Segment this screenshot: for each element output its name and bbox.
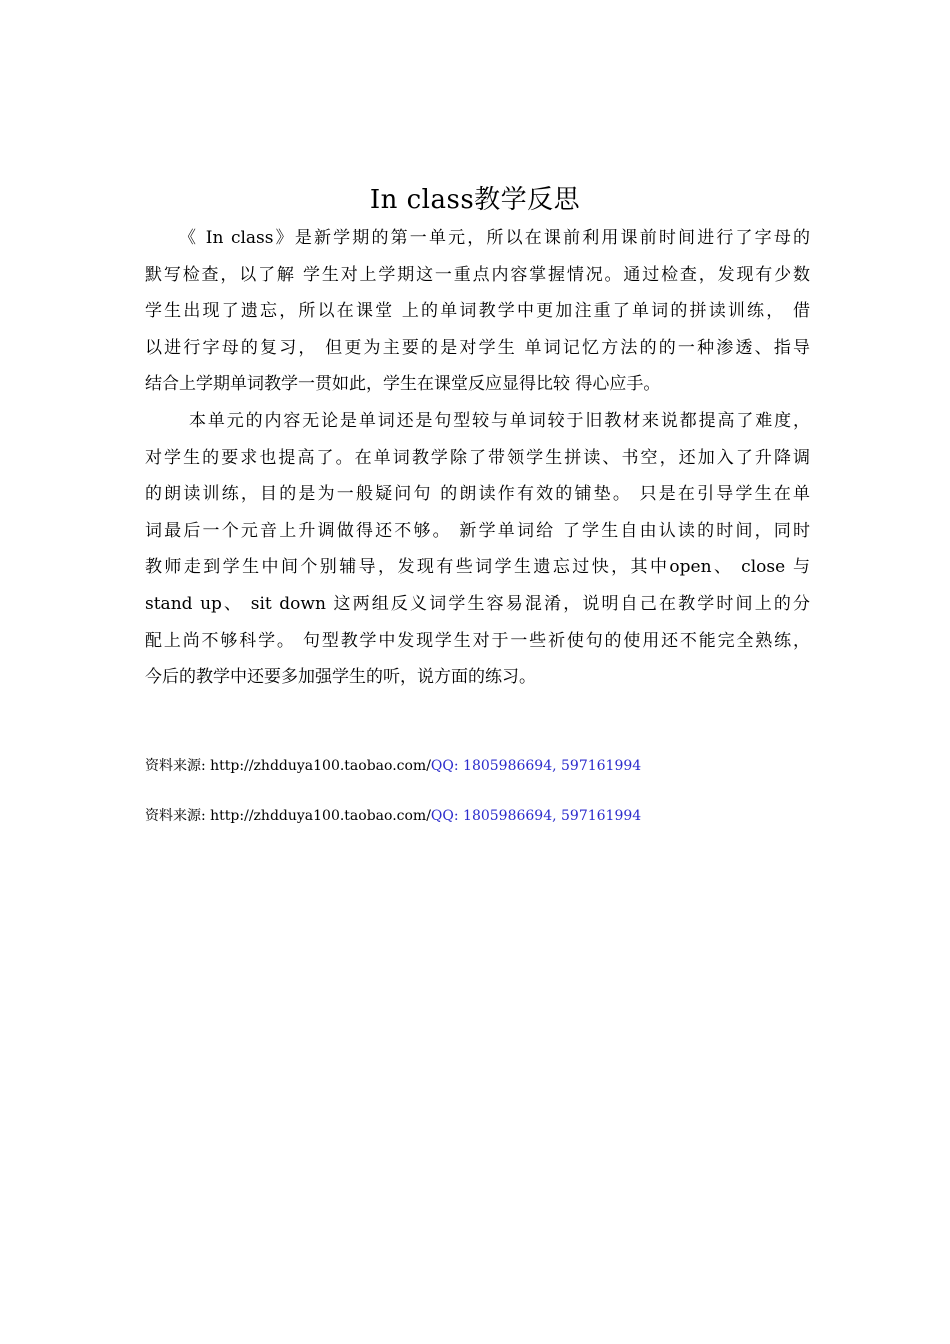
paragraph-2-line-8: 今后的教学中还要多加强学生的听，说方面的练习。: [145, 667, 536, 688]
paragraph-2-line-5: 教师走到学生中间个别辅导，发现有些词学生遗忘过快，其中open、 close 与: [145, 557, 810, 578]
paragraph-2-line-4: 词最后一个元音上升调做得还不够。 新学单词给 了学生自由认读的时间，同时: [145, 520, 810, 541]
paragraph-2-line-6: stand up、 sit down 这两组反义词学生容易混淆，说明自己在教学时间上的分: [145, 593, 810, 614]
paragraph-1-line-2: 默写检查，以了解 学生对上学期这一重点内容掌握情况。通过检查，发现有少数: [145, 264, 810, 285]
source-url[interactable]: 资料来源: http://zhdduya100.taobao.com/: [145, 808, 431, 824]
paragraph-1-line-1: 《 In class》是新学期的第一单元，所以在课前利用课前时间进行了字母的: [179, 228, 810, 248]
source-qq: QQ: 1805986694, 597161994: [430, 808, 642, 824]
document-title: In class教学反思: [369, 185, 581, 215]
paragraph-2-line-1: 本单元的内容无论是单词还是句型较与单词较于旧教材来说都提高了难度，: [189, 410, 810, 431]
source-qq: QQ: 1805986694, 597161994: [430, 758, 642, 774]
paragraph-2-line-2: 对学生的要求也提高了。在单词教学除了带领学生拼读、书空，还加入了升降调: [145, 447, 810, 468]
paragraph-2-line-7: 配上尚不够科学。 句型教学中发现学生对于一些祈使句的使用还不能完全熟练，: [145, 630, 810, 651]
source-note-1: [145, 756, 845, 776]
paragraph-1-line-4: 以进行字母的复习， 但更为主要的是对学生 单词记忆方法的的一种渗透、指导: [145, 337, 810, 358]
source-note-2: [145, 806, 845, 826]
paragraph-1-line-3: 学生出现了遗忘，所以在课堂 上的单词教学中更加注重了单词的拼读训练， 借: [145, 301, 810, 322]
source-url[interactable]: 资料来源: http://zhdduya100.taobao.com/: [145, 758, 431, 774]
paragraph-1-line-5: 结合上学期单词教学一贯如此，学生在课堂反应显得比较 得心应手。: [145, 374, 661, 395]
paragraph-2-line-3: 的朗读训练，目的是为一般疑问句 的朗读作有效的铺垫。 只是在引导学生在单: [145, 484, 810, 505]
document-body: [145, 220, 810, 696]
